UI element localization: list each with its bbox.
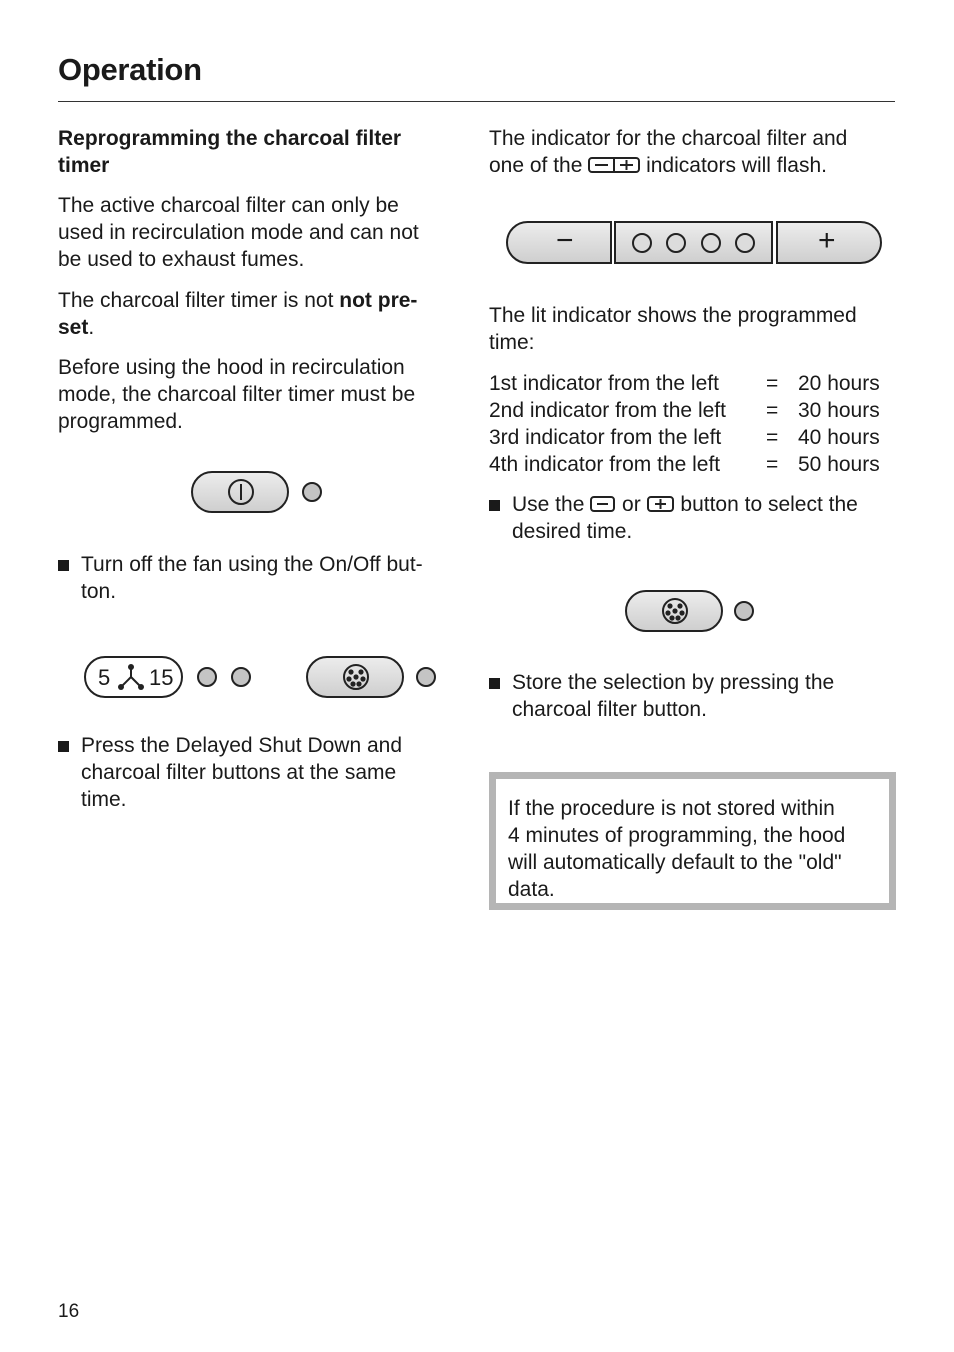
indicator-1-led — [632, 233, 652, 253]
text-line: time. — [81, 788, 127, 811]
text-line — [512, 491, 858, 518]
delay-15-label: 15 — [149, 665, 174, 690]
bullet-icon — [489, 678, 500, 689]
text-line: The active charcoal filter can only be — [58, 194, 399, 217]
text-line: The lit indicator shows the programmed — [489, 304, 857, 327]
text-fragment: one of the — [489, 154, 589, 177]
section-heading-line2: timer — [58, 154, 110, 177]
minus-button[interactable] — [506, 221, 612, 264]
on-off-indicator-led — [302, 482, 322, 502]
charcoal-filter-icon — [627, 592, 721, 630]
note-box — [489, 772, 896, 910]
section-heading-line1: Reprogramming the charcoal filter — [58, 127, 402, 150]
table-cell-equals: = — [766, 453, 779, 476]
indicator-3-led — [701, 233, 721, 253]
bullet-icon — [58, 741, 69, 752]
plus-icon — [647, 495, 675, 513]
text-line: 4 minutes of programming, the hood — [508, 824, 846, 847]
table-cell-position: 1st indicator from the left — [489, 372, 719, 395]
paragraph-recirculation — [58, 192, 419, 273]
fan-icon — [116, 663, 146, 693]
table-cell-time: 20 hours — [798, 372, 880, 395]
text-line — [58, 314, 417, 341]
paragraph-not-preset — [58, 287, 417, 341]
table-cell-position: 2nd indicator from the left — [489, 399, 726, 422]
table-cell-time: 50 hours — [798, 453, 880, 476]
text-line: ton. — [81, 580, 117, 603]
paragraph-lit-indicator — [489, 302, 899, 356]
text-line: If the procedure is not stored within — [508, 797, 835, 820]
text-line — [489, 152, 899, 179]
text-fragment: button to select the — [674, 493, 858, 516]
text-line: Before using the hood in recirculation — [58, 356, 405, 379]
instruction-press-buttons — [58, 732, 458, 822]
text-line: charcoal filter buttons at the same — [81, 761, 397, 784]
table-cell-position: 3rd indicator from the left — [489, 426, 722, 449]
table-cell-position: 4th indicator from the left — [489, 453, 721, 476]
table-cell-equals: = — [766, 426, 779, 449]
charcoal-filter-icon — [308, 658, 402, 696]
charcoal-filter-store-button[interactable] — [625, 590, 723, 632]
text-fragment: The charcoal filter timer is not — [58, 289, 340, 312]
bullet-icon — [489, 500, 500, 511]
text-line — [58, 287, 417, 314]
header-rule — [58, 101, 895, 102]
indicator-time-table — [489, 370, 895, 480]
power-icon — [193, 473, 287, 511]
delay-5-led — [197, 667, 217, 687]
plus-label: + — [818, 224, 836, 257]
text-line: charcoal filter button. — [512, 698, 707, 721]
bold-fragment: set — [58, 316, 89, 339]
text-line: time: — [489, 331, 535, 354]
charcoal-filter-led — [416, 667, 436, 687]
delay-5-label: 5 — [98, 665, 111, 690]
text-line: used in recirculation mode and can not — [58, 221, 419, 244]
text-line: Press the Delayed Shut Down and — [81, 734, 403, 757]
indicator-4-led — [735, 233, 755, 253]
text-fragment: Use the — [512, 493, 591, 516]
indicator-strip — [614, 221, 773, 264]
text-fragment: indicators will flash. — [640, 154, 827, 177]
text-line: Store the selection by pressing the — [512, 671, 835, 694]
paragraph-indicators-flash — [489, 125, 899, 179]
note-text — [508, 795, 845, 903]
text-line: will automatically default to the "old" — [508, 851, 842, 874]
minus-label: − — [556, 224, 574, 257]
delayed-shutdown-button[interactable] — [84, 656, 183, 698]
on-off-button[interactable] — [191, 471, 289, 513]
page-title: Operation — [58, 52, 202, 87]
text-line: programmed. — [58, 410, 183, 433]
charcoal-filter-store-led — [734, 601, 754, 621]
instruction-select-time — [489, 491, 899, 551]
page-number: 16 — [58, 1301, 80, 1322]
section-heading — [58, 125, 401, 179]
text-fragment: or — [616, 493, 647, 516]
text-line: mode, the charcoal filter timer must be — [58, 383, 416, 406]
delay-15-led — [231, 667, 251, 687]
table-cell-equals: = — [766, 372, 779, 395]
text-fragment: . — [88, 316, 95, 339]
instruction-store-selection — [489, 669, 899, 729]
plus-button[interactable] — [776, 221, 882, 264]
text-line: The indicator for the charcoal filter and — [489, 127, 848, 150]
control-panel — [506, 221, 883, 265]
indicator-2-led — [666, 233, 686, 253]
table-cell-time: 40 hours — [798, 426, 880, 449]
minus-icon — [590, 495, 616, 513]
charcoal-filter-button[interactable] — [306, 656, 404, 698]
table-cell-equals: = — [766, 399, 779, 422]
text-line: Turn off the fan using the On/Off but- — [81, 553, 423, 576]
bold-fragment: not pre- — [339, 289, 418, 312]
text-line: be used to exhaust fumes. — [58, 248, 305, 271]
minus-plus-icon — [588, 156, 640, 174]
text-line: data. — [508, 878, 555, 901]
paragraph-before-using — [58, 354, 415, 435]
bullet-icon — [58, 560, 69, 571]
text-line: desired time. — [512, 520, 633, 543]
table-cell-time: 30 hours — [798, 399, 880, 422]
instruction-turn-off-fan — [58, 551, 458, 611]
